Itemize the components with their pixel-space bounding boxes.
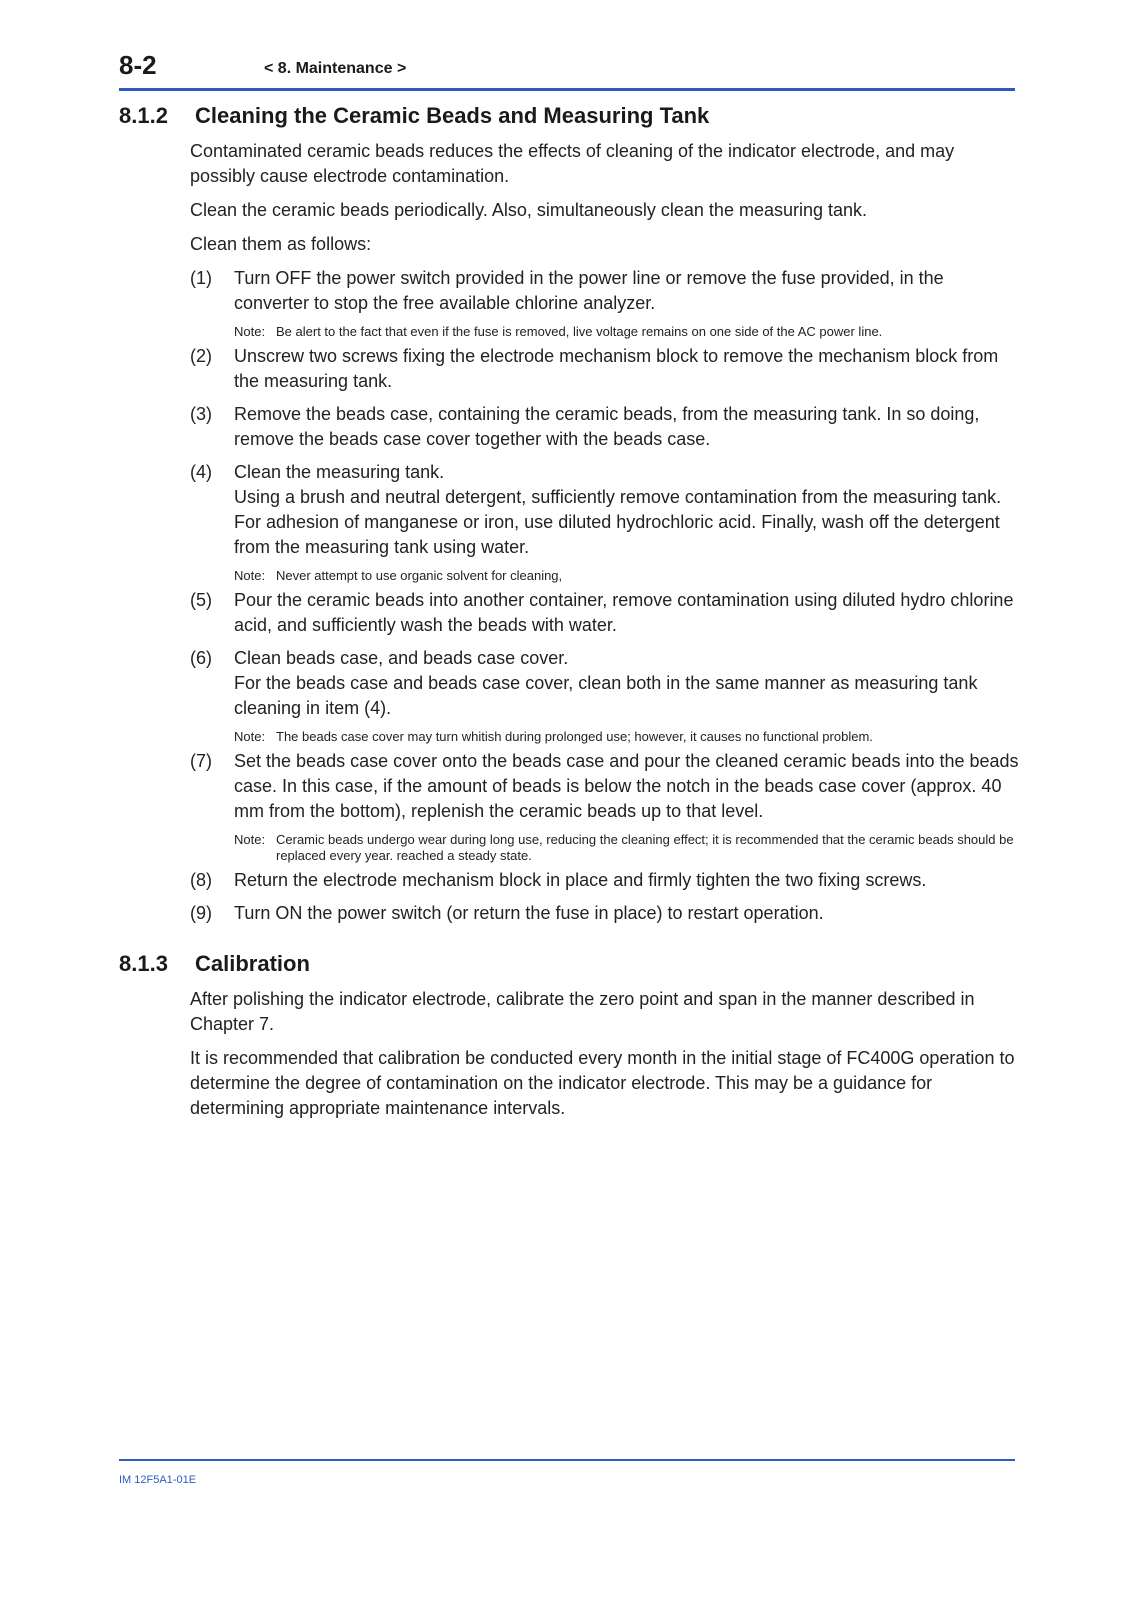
step-text: Pour the ceramic beads into another container, remove contamination using diluted hydro chlorine acid, and sufficiently wash the beads with water. (234, 590, 1014, 635)
step-text: Clean the measuring tank. (234, 462, 445, 482)
note-text: The beads case cover may turn whitish during prolonged use; however, it causes no functional problem. (276, 729, 873, 744)
procedure-step-5 (190, 588, 1019, 638)
step-note (234, 568, 1019, 584)
section-title: Calibration (195, 951, 310, 976)
section-title: Cleaning the Ceramic Beads and Measuring Tank (195, 103, 710, 128)
step-note (234, 832, 1019, 864)
procedure-step-4 (190, 460, 1019, 560)
step-number: (7) (190, 751, 212, 771)
section-number: 8.1.2 (119, 103, 168, 128)
step-number: (3) (190, 404, 212, 424)
step-text: Turn OFF the power switch provided in the power line or remove the fuse provided, in the converter to stop the free available chlorine analyzer. (234, 268, 944, 313)
procedure-step-9 (190, 901, 1019, 926)
step-text: Using a brush and neutral detergent, sufficiently remove contamination from the measuring tank. For adhesion of manganese or iron, use diluted hydrochloric acid. Finally, wash off the detergent from the measuring tank using water. (234, 487, 1002, 557)
page-content (119, 100, 1019, 1130)
intro-paragraph: Clean the ceramic beads periodically. Also, simultaneously clean the measuring tank. (190, 200, 868, 220)
step-number: (2) (190, 346, 212, 366)
procedure-step-3 (190, 402, 1019, 452)
note-label: Note: (234, 832, 266, 847)
procedure-step-7 (190, 749, 1019, 824)
step-text: Clean beads case, and beads case cover. (234, 648, 569, 668)
step-note (234, 324, 1019, 340)
step-number: (4) (190, 462, 212, 482)
procedure-step-6 (190, 646, 1019, 721)
intro-paragraph: Clean them as follows: (190, 234, 372, 254)
note-text: Never attempt to use organic solvent for cleaning, (276, 568, 563, 583)
body-paragraph: After polishing the indicator electrode, calibrate the zero point and span in the manner described in Chapter 7. (190, 989, 975, 1034)
section-number: 8.1.3 (119, 951, 168, 976)
step-note (234, 729, 1019, 745)
note-label: Note: (234, 568, 266, 583)
document-id: IM 12F5A1-01E (119, 1474, 197, 1486)
note-text: Ceramic beads undergo wear during long use, reducing the cleaning effect; it is recommended that the ceramic beads should be replaced every year. reached a steady state. (276, 832, 1014, 863)
header-divider (119, 88, 1015, 91)
step-text: Set the beads case cover onto the beads case and pour the cleaned ceramic beads into the beads case. In this case, if the amount of beads is below the notch in the beads case cover (approx. 40 mm from the bottom), replenish the ceramic beads up to that level. (234, 751, 1019, 821)
procedure-step-8 (190, 868, 1019, 893)
footer-divider (119, 1459, 1015, 1461)
note-label: Note: (234, 729, 266, 744)
chapter-title: < 8. Maintenance > (264, 60, 407, 77)
page-number: 8-2 (119, 50, 157, 80)
step-number: (1) (190, 268, 212, 288)
step-number: (6) (190, 648, 212, 668)
procedure-step-2 (190, 344, 1019, 394)
section-heading-8-1-3 (119, 951, 1019, 977)
step-number: (5) (190, 590, 212, 610)
body-paragraph: It is recommended that calibration be conducted every month in the initial stage of FC400G operation to determine the degree of contamination on the indicator electrode. This may be a guidance for determining appropriate maintenance intervals. (190, 1048, 1015, 1118)
step-number: (8) (190, 870, 212, 890)
note-label: Note: (234, 324, 266, 339)
intro-paragraph: Contaminated ceramic beads reduces the effects of cleaning of the indicator electrode, and may possibly cause electrode contamination. (190, 141, 955, 186)
procedure-step-1 (190, 266, 1019, 316)
step-text: Return the electrode mechanism block in place and firmly tighten the two fixing screws. (234, 870, 927, 890)
step-text: Unscrew two screws fixing the electrode mechanism block to remove the mechanism block from the measuring tank. (234, 346, 999, 391)
step-number: (9) (190, 903, 212, 923)
step-text: Remove the beads case, containing the ceramic beads, from the measuring tank. In so doing, remove the beads case cover together with the beads case. (234, 404, 980, 449)
step-text: For the beads case and beads case cover, clean both in the same manner as measuring tank cleaning in item (4). (234, 673, 978, 718)
note-text: Be alert to the fact that even if the fuse is removed, live voltage remains on one side of the AC power line. (276, 324, 883, 339)
step-text: Turn ON the power switch (or return the fuse in place) to restart operation. (234, 903, 824, 923)
section-heading-8-1-2 (119, 103, 1019, 129)
